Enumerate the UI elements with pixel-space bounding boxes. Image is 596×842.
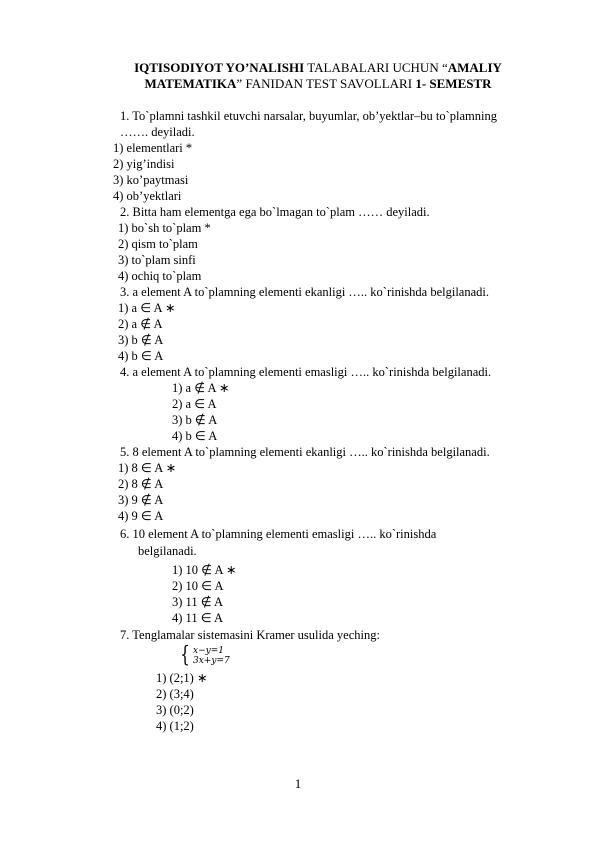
q7-option-3: 3) (0;2)	[156, 703, 194, 717]
question-6-text: 6. 10 element A to`plamning elementi emasligi ….. ko`rinishda	[120, 527, 437, 541]
q5-option-1: 1) 8 ∈ A ∗	[118, 461, 177, 475]
q4-option-1: 1) a ∉ A ∗	[172, 381, 230, 395]
q1-option-3: 3) ko’paytmasi	[113, 173, 189, 187]
page-number: 1	[294, 776, 302, 791]
question-4-text: 4. a element A to`plamning elementi emasligi ….. ko`rinishda belgilanadi.	[120, 365, 492, 379]
q2-option-3: 3) to`plam sinfi	[118, 253, 196, 267]
q3-option-1: 1) a ∈ A ∗	[118, 301, 176, 315]
question-7-text: 7. Tenglamalar sistemasini Kramer usulida yeching:	[120, 628, 380, 642]
q3-option-3: 3) b ∉ A	[118, 333, 164, 347]
q4-option-4: 4) b ∈ A	[172, 429, 218, 443]
q2-option-1: 1) bo`sh to`plam *	[118, 221, 211, 235]
q4-option-2: 2) a ∈ A	[172, 397, 217, 411]
equation-2: 3x+y=7	[193, 656, 230, 666]
q4-option-3: 3) b ∉ A	[172, 413, 218, 427]
equation-system	[178, 643, 230, 668]
q7-option-1: 1) (2;1) ∗	[156, 671, 208, 685]
q7-option-4: 4) (1;2)	[156, 719, 194, 733]
q2-option-4: 4) ochiq to`plam	[118, 269, 202, 283]
q5-option-2: 2) 8 ∉ A	[118, 477, 164, 491]
q6-option-2: 2) 10 ∈ A	[172, 579, 224, 593]
q3-option-2: 2) a ∉ A	[118, 317, 163, 331]
q7-option-2: 2) (3;4)	[156, 687, 194, 701]
q6-option-3: 3) 11 ∉ A	[172, 595, 224, 609]
question-1-text: 1. To`plamni tashkil etuvchi narsalar, buyumlar, ob’yektlar–bu to`plamning	[120, 109, 497, 123]
q1-option-4: 4) ob’yektlari	[113, 189, 182, 203]
q3-option-4: 4) b ∈ A	[118, 349, 164, 363]
q2-option-2: 2) qism to`plam	[118, 237, 198, 251]
brace-icon: {	[180, 643, 190, 668]
question-1-text-cont: ……. deyiladi.	[120, 125, 195, 139]
question-5-text: 5. 8 element A to`plamning elementi ekanligi ….. ko`rinishda belgilanadi.	[120, 445, 490, 459]
question-3-text: 3. a element A to`plamning elementi ekanligi ….. ko`rinishda belgilanadi.	[120, 285, 490, 299]
q1-option-2: 2) yig’indisi	[113, 157, 175, 171]
question-2-text: 2. Bitta ham elementga ega bo`lmagan to`plam …… deyiladi.	[120, 205, 430, 219]
question-6-text-cont: belgilanadi.	[138, 544, 197, 558]
q6-option-1: 1) 10 ∉ A ∗	[172, 563, 237, 577]
q6-option-4: 4) 11 ∈ A	[172, 611, 224, 625]
equation-1: x−y=1	[193, 646, 224, 656]
page-title: IQTISODIYOT YO’NALISHI TALABALARI UCHUN “AMALIY MATEMATIKA” FANIDAN TEST SAVOLLARI 1- SEMESTR	[134, 60, 502, 91]
q5-option-4: 4) 9 ∈ A	[118, 509, 164, 523]
q5-option-3: 3) 9 ∉ A	[118, 493, 164, 507]
q1-option-1: 1) elementlari *	[113, 141, 193, 155]
